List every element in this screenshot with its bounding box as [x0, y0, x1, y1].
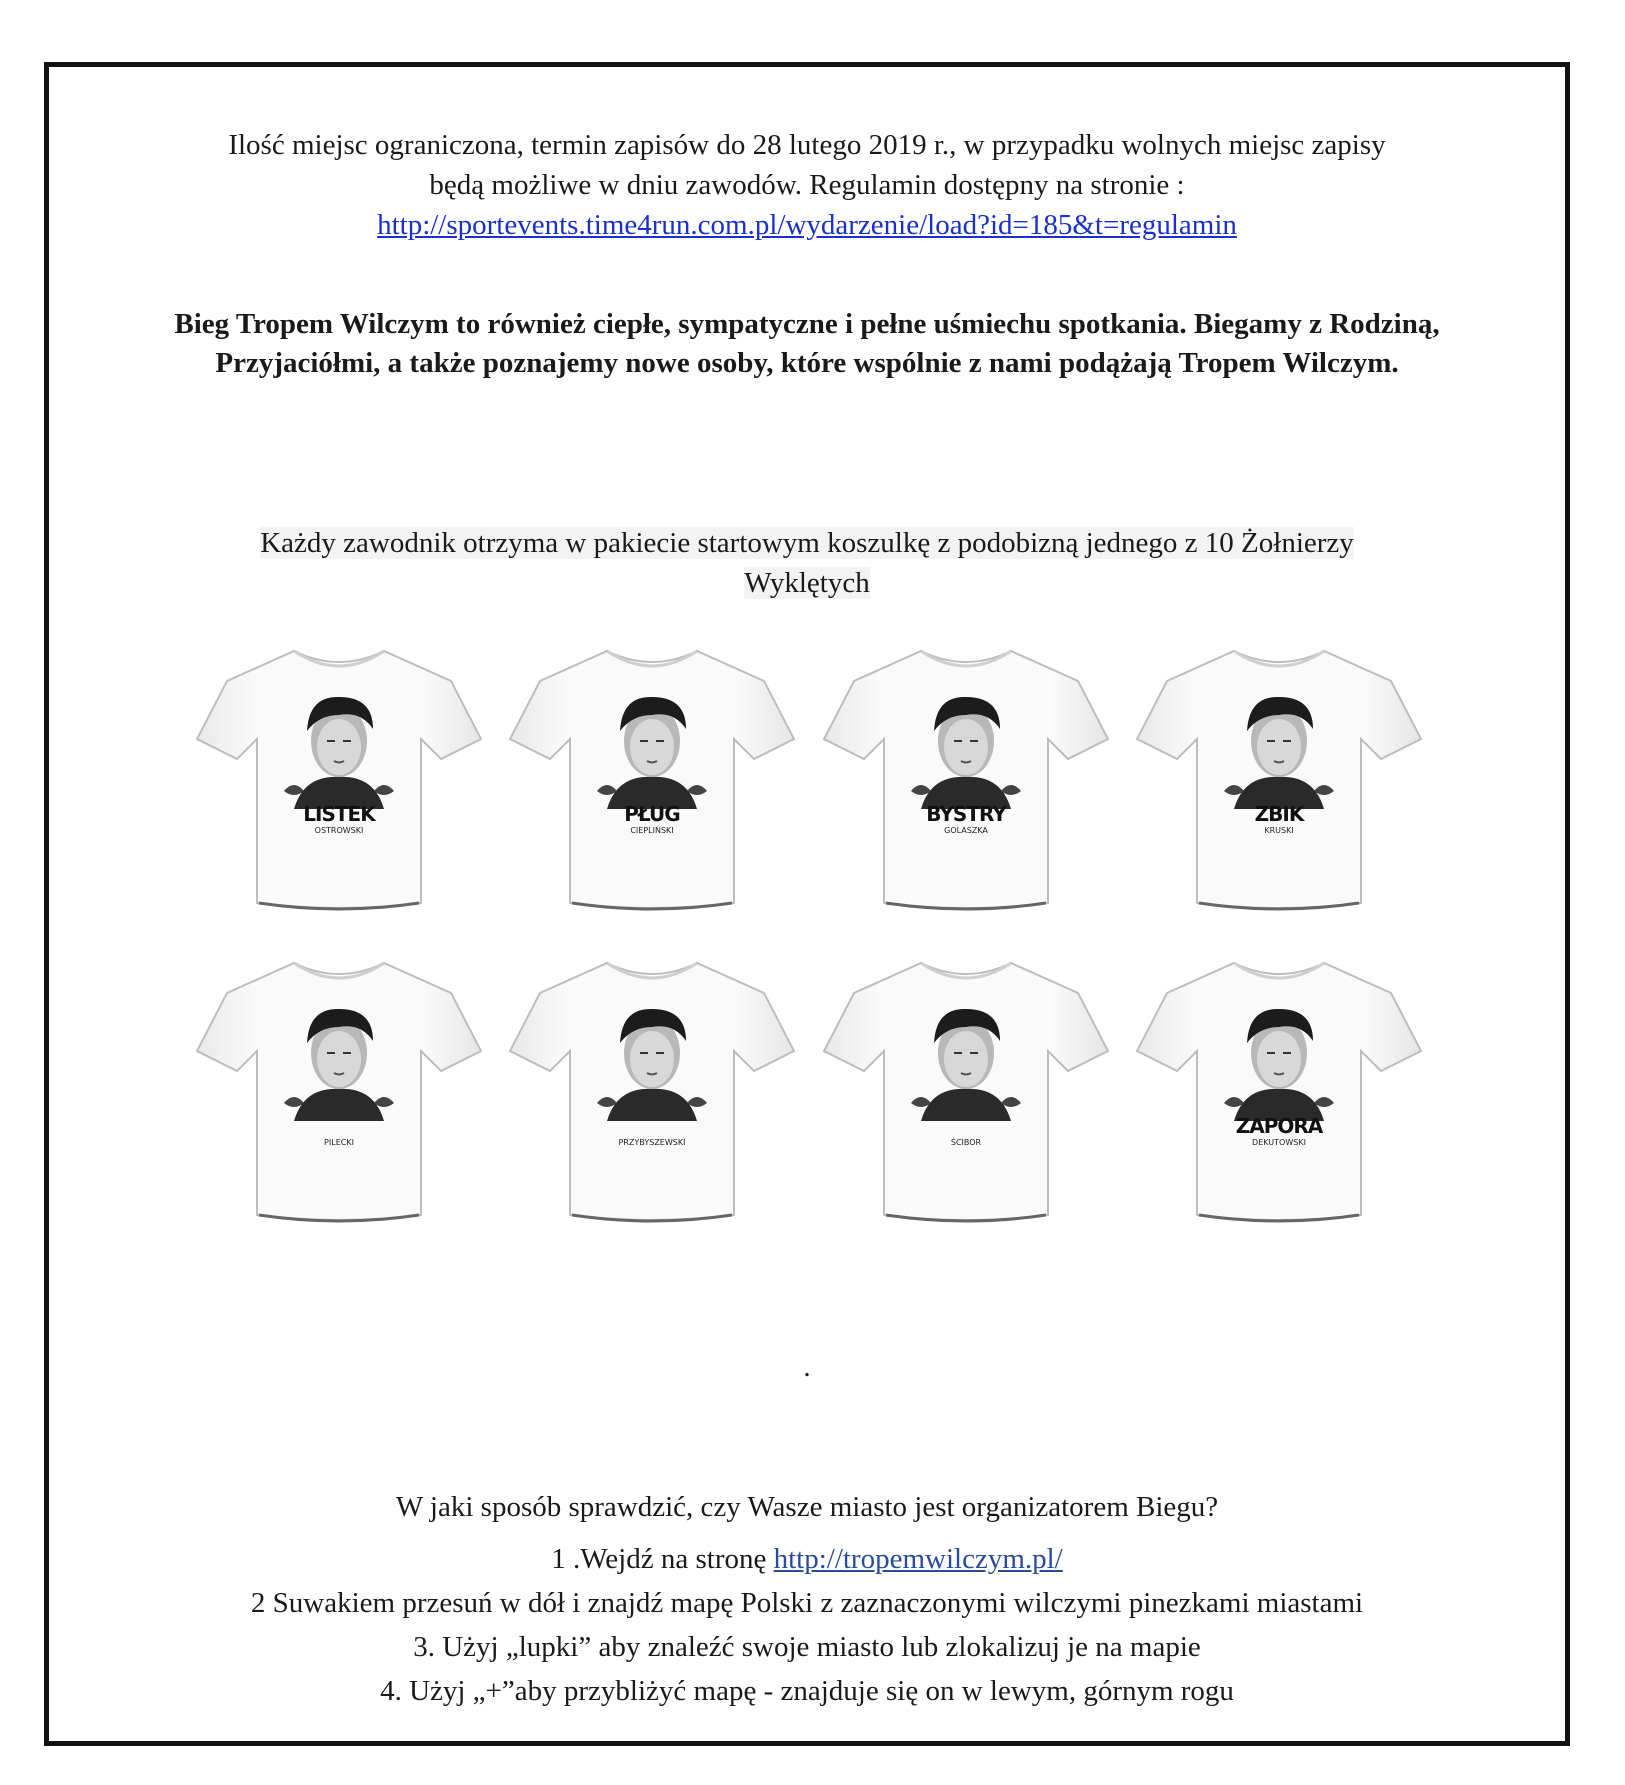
bold-paragraph: Bieg Tropem Wilczym to również ciepłe, sympatyczne i pełne uśmiechu spotkania. Biegamy z Rodziną, Przyjaciółmi, a także poznajemy nowe osoby, które wspólnie z nami podążają Tropem Wilczym.	[174, 308, 1440, 379]
howto-step-2: 2 Suwakiem przesuń w dół i znajdź mapę Polski z zaznaczonymi wilczymi pinezkami miastami	[250, 1587, 1364, 1619]
tshirt-image	[189, 641, 489, 923]
regulations-link[interactable]: http://sportevents.time4run.com.pl/wydarzenie/load?id=185&t=regulamin	[377, 209, 1237, 241]
page-border	[44, 62, 1570, 1746]
tshirt-row-1	[189, 641, 1429, 923]
howto-step-4: 4. Użyj „+”aby przybliżyć mapę - znajduje się on w lewym, górnym rogu	[380, 1675, 1234, 1707]
svg-text:PŁUG: PŁUG	[624, 802, 681, 826]
howto-question: W jaki sposób sprawdzić, czy Wasze miasto jest organizatorem Biegu?	[395, 1491, 1219, 1523]
svg-text:OSTROWSKI: OSTROWSKI	[314, 826, 364, 835]
svg-text:ZAPORA: ZAPORA	[1235, 1114, 1323, 1138]
svg-text:ZBIK: ZBIK	[1254, 802, 1304, 826]
shirt-info-line-2: Wyklętych	[744, 567, 870, 599]
svg-text:GOLASZKA: GOLASZKA	[943, 826, 988, 835]
tropemwilczym-link[interactable]: http://tropemwilczym.pl/	[773, 1543, 1063, 1575]
tshirt-image	[816, 641, 1116, 923]
svg-text:PILECKI: PILECKI	[324, 1138, 354, 1147]
tshirt-image	[1129, 641, 1429, 923]
separator-dot: .	[803, 1351, 811, 1383]
tshirt-image	[189, 953, 489, 1235]
tshirt-image	[1129, 953, 1429, 1235]
svg-text:BYSTRY: BYSTRY	[925, 802, 1006, 826]
svg-text:PRZYBYSZEWSKI: PRZYBYSZEWSKI	[618, 1138, 686, 1147]
svg-text:ŚCIBOR: ŚCIBOR	[950, 1138, 981, 1147]
howto-section	[49, 1485, 1565, 1713]
tshirt-image	[502, 641, 802, 923]
svg-text:CIEPLIŃSKI: CIEPLIŃSKI	[630, 826, 674, 835]
tshirt-gallery	[189, 641, 1489, 1265]
shirt-info-line-1: Każdy zawodnik otrzyma w pakiecie startowym koszulkę z podobizną jednego z 10 Żołnierzy	[260, 527, 1354, 559]
tshirt-row-2	[189, 953, 1429, 1235]
svg-text:KRUSKI: KRUSKI	[1264, 826, 1294, 835]
intro-paragraph	[49, 125, 1565, 245]
tshirt-image	[502, 953, 802, 1235]
intro-line-2: będą możliwe w dniu zawodów. Regulamin dostępny na stronie :	[429, 169, 1185, 201]
howto-step-1: 1 .Wejdź na stronę http://tropemwilczym.pl/	[551, 1543, 1063, 1575]
shirt-info	[49, 523, 1565, 603]
howto-step-3: 3. Użyj „lupki” aby znaleźć swoje miasto lub zlokalizuj je na mapie	[413, 1631, 1201, 1663]
tshirt-image	[816, 953, 1116, 1235]
intro-line-1: Ilość miejsc ograniczona, termin zapisów do 28 lutego 2019 r., w przypadku wolnych miejsc zapisy	[228, 129, 1386, 161]
svg-text:DEKUTOWSKI: DEKUTOWSKI	[1252, 1138, 1306, 1147]
svg-text:LISTEK: LISTEK	[303, 802, 375, 826]
